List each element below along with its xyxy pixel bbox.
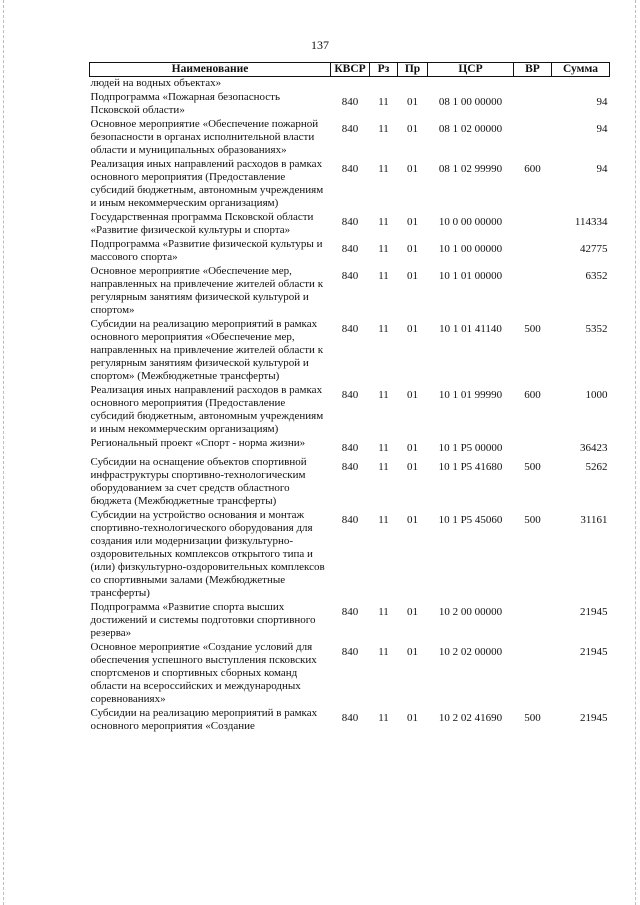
cell-rz	[370, 77, 398, 92]
cell-sum: 114334	[574, 216, 608, 228]
cell-sum: 1000	[585, 389, 608, 401]
cell-rz: 11	[378, 123, 389, 135]
cell-kvsr: 840	[341, 243, 359, 255]
cell-csr: 10 2 00 00000	[438, 606, 503, 618]
cell-pr: 01	[407, 243, 418, 255]
cell-sum: 5262	[585, 461, 608, 473]
cell-vr: 600	[524, 163, 541, 175]
cell-csr: 10 1 01 41140	[439, 323, 502, 335]
cell-vr: 500	[524, 712, 541, 724]
cell-pr: 01	[407, 270, 418, 282]
column-header-sum: Сумма	[552, 63, 610, 77]
column-header-pr: Пр	[398, 63, 428, 77]
table-row	[90, 265, 610, 318]
table-row	[90, 77, 610, 92]
cell-kvsr: 840	[341, 514, 359, 526]
cell-csr: 08 1 00 00000	[438, 96, 503, 108]
budget-table	[89, 62, 610, 734]
cell-rz: 11	[378, 389, 389, 401]
column-header-name: Наименование	[90, 63, 331, 77]
cell-sum: 94	[596, 163, 608, 175]
cell-vr	[514, 211, 552, 238]
cell-name: Основное мероприятие «Обеспечение мер, направленных на привлечение жителей области к регулярным занятиям физической культурой и спортом»	[90, 265, 324, 316]
cell-vr	[514, 238, 552, 265]
cell-kvsr: 840	[341, 216, 359, 228]
table-row	[90, 456, 610, 509]
cell-sum: 94	[596, 96, 608, 108]
cell-rz: 11	[378, 442, 389, 454]
table-row	[90, 384, 610, 437]
table-row	[90, 641, 610, 707]
cell-kvsr: 840	[341, 96, 359, 108]
cell-csr: 10 1 P5 00000	[438, 442, 503, 454]
cell-kvsr: 840	[341, 163, 359, 175]
cell-pr: 01	[407, 606, 418, 618]
cell-csr: 10 1 01 00000	[438, 270, 503, 282]
cell-name: людей на водных объектах»	[90, 77, 222, 89]
cell-kvsr: 840	[341, 606, 359, 618]
cell-name: Субсидии на устройство основания и монтаж спортивно-технологического оборудования для создания или модернизации физкультурно-оздоровительных комплексов открытого типа и (или) физкультурно-оздоровительных комплексов со спортивными залами (Межбюджетные трансферты)	[90, 509, 325, 599]
table-row	[90, 707, 610, 734]
cell-csr: 10 1 00 00000	[438, 243, 503, 255]
cell-rz: 11	[378, 216, 389, 228]
table-header-row	[90, 63, 610, 77]
scan-edge-left	[3, 0, 5, 905]
cell-name: Субсидии на реализацию мероприятий в рамках основного мероприятия «Создание	[90, 707, 318, 732]
table-row	[90, 318, 610, 384]
cell-rz: 11	[378, 323, 389, 335]
cell-sum: 21945	[580, 712, 608, 724]
cell-pr: 01	[407, 712, 418, 724]
cell-name: Подпрограмма «Развитие физической культуры и массового спорта»	[90, 238, 323, 263]
cell-kvsr: 840	[341, 712, 359, 724]
cell-kvsr: 840	[341, 442, 359, 454]
column-header-kvsr: КВСР	[331, 63, 370, 77]
cell-rz: 11	[378, 270, 389, 282]
cell-rz: 11	[378, 163, 389, 175]
cell-kvsr: 840	[341, 646, 359, 658]
cell-rz: 11	[378, 96, 389, 108]
cell-sum: 42775	[580, 243, 608, 255]
cell-kvsr: 840	[341, 323, 359, 335]
cell-vr: 600	[524, 389, 541, 401]
cell-csr: 10 0 00 00000	[438, 216, 503, 228]
cell-csr: 10 2 02 00000	[438, 646, 503, 658]
cell-pr: 01	[407, 216, 418, 228]
cell-vr	[514, 118, 552, 158]
cell-pr: 01	[407, 323, 418, 335]
cell-kvsr	[331, 77, 370, 92]
table-row	[90, 158, 610, 211]
cell-csr: 10 1 P5 45060	[438, 514, 503, 526]
cell-pr: 01	[407, 389, 418, 401]
cell-pr: 01	[407, 442, 418, 454]
cell-pr: 01	[407, 96, 418, 108]
cell-name: Субсидии на оснащение объектов спортивной инфраструктуры спортивно-технологическим оборудованием за счет средств областного бюджета (Межбюджетные трансферты)	[90, 456, 307, 507]
cell-pr: 01	[407, 123, 418, 135]
cell-name: Реализация иных направлений расходов в рамках основного мероприятия (Предоставление субсидий бюджетным, автономным учреждениям и иным некоммерческим организациям)	[90, 384, 324, 435]
cell-name: Подпрограмма «Пожарная безопасность Псковской области»	[90, 91, 280, 116]
cell-sum: 31161	[580, 514, 608, 526]
cell-name: Региональный проект «Спорт - норма жизни»	[90, 437, 306, 449]
cell-sum: 21945	[580, 646, 608, 658]
table-row	[90, 238, 610, 265]
table-row	[90, 509, 610, 601]
cell-vr: 500	[524, 323, 541, 335]
cell-csr: 10 1 P5 41680	[438, 461, 503, 473]
cell-sum	[552, 77, 610, 92]
table-row	[90, 211, 610, 238]
cell-sum: 94	[596, 123, 608, 135]
cell-vr	[514, 265, 552, 318]
table-row	[90, 601, 610, 641]
cell-csr: 08 1 02 99990	[438, 163, 503, 175]
cell-name: Субсидии на реализацию мероприятий в рамках основного мероприятия «Обеспечение мер, направленных на привлечение жителей области к регулярным занятиям физической культурой и спортом» (Межбюджетные трансферты)	[90, 318, 324, 382]
cell-vr: 500	[524, 461, 541, 473]
cell-pr: 01	[407, 514, 418, 526]
cell-name: Основное мероприятие «Создание условий для обеспечения успешного выступления псковских спортсменов и спортивных сборных команд области на всероссийских и международных соревнованиях»	[90, 641, 317, 705]
cell-name: Реализация иных направлений расходов в рамках основного мероприятия (Предоставление субсидий бюджетным, автономным учреждениям и иным некоммерческим организациям)	[90, 158, 324, 209]
cell-vr: 500	[524, 514, 541, 526]
cell-rz: 11	[378, 514, 389, 526]
table-row	[90, 437, 610, 456]
cell-sum: 36423	[580, 442, 608, 454]
cell-kvsr: 840	[341, 123, 359, 135]
cell-sum: 5352	[585, 323, 608, 335]
cell-sum: 6352	[585, 270, 608, 282]
cell-csr: 10 2 02 41690	[438, 712, 503, 724]
column-header-rz: Рз	[370, 63, 398, 77]
cell-name: Государственная программа Псковской области «Развитие физической культуры и спорта»	[90, 211, 314, 236]
scan-edge-right	[635, 0, 637, 905]
table-body	[90, 77, 610, 735]
cell-pr: 01	[407, 646, 418, 658]
cell-csr	[428, 77, 514, 92]
cell-csr: 10 1 01 99990	[438, 389, 503, 401]
cell-kvsr: 840	[341, 389, 359, 401]
cell-rz: 11	[378, 606, 389, 618]
cell-name: Основное мероприятие «Обеспечение пожарной безопасности в органах исполнительной власти области и муниципальных образованиях»	[90, 118, 319, 156]
cell-pr: 01	[407, 163, 418, 175]
cell-vr	[514, 91, 552, 118]
column-header-csr: ЦСР	[428, 63, 514, 77]
cell-vr	[514, 77, 552, 92]
cell-vr	[514, 437, 552, 456]
cell-csr: 08 1 02 00000	[438, 123, 503, 135]
cell-vr	[514, 601, 552, 641]
cell-rz: 11	[378, 243, 389, 255]
cell-vr	[514, 641, 552, 707]
cell-kvsr: 840	[341, 461, 359, 473]
page-number: 137	[311, 38, 329, 52]
table-row	[90, 91, 610, 118]
cell-name: Подпрограмма «Развитие спорта высших достижений и системы подготовки спортивного резерва»	[90, 601, 316, 639]
cell-rz: 11	[378, 461, 389, 473]
column-header-vr: ВР	[514, 63, 552, 77]
table-row	[90, 118, 610, 158]
cell-rz: 11	[378, 646, 389, 658]
cell-sum: 21945	[580, 606, 608, 618]
cell-rz: 11	[378, 712, 389, 724]
cell-pr	[398, 77, 428, 92]
cell-pr: 01	[407, 461, 418, 473]
cell-kvsr: 840	[341, 270, 359, 282]
